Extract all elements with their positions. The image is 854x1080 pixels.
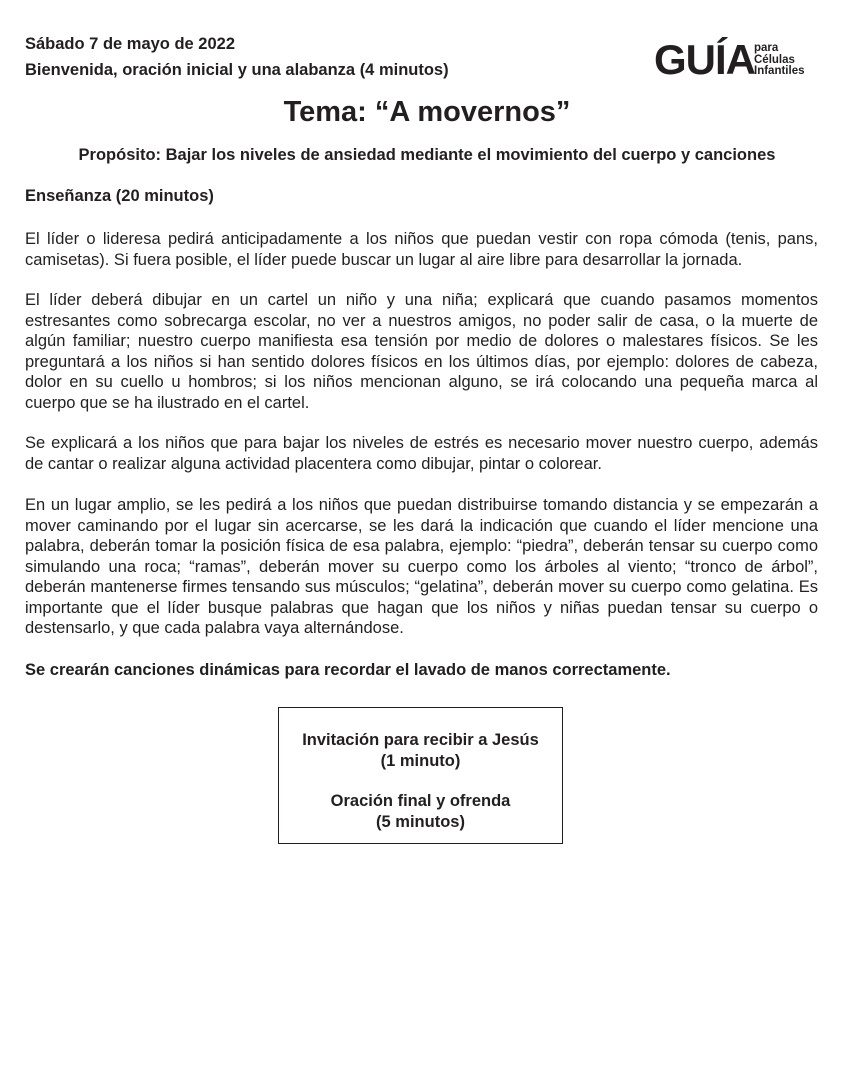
logo-subtitle-line: para [754,42,779,54]
body-paragraph: En un lugar amplio, se les pedirá a los niños que puedan distribuirse tomando distancia y se empezarán a mover caminando por el lugar sin acercarse, se les dará la indicación que cuando el líder mencione una palabra, deberán tomar la posición física de esa palabra, ejemplo: “piedra”, deberán tensar su cuerpo como simulando una roca; “ramas”, deberán mover su cuerpo como los árboles al viento; “tronco de árbol”, deberán mantenerse firmes tensando sus músculos; “gelatina”, deberán mover su cuerpo como gelatina. Es importante que el líder busque palabras que hagan que los niños y niñas puedan tensar su cuerpo o destensarlo, y que cada palabra vaya alternándose. [25,496,818,637]
body-paragraph: Se explicará a los niños que para bajar los niveles de estrés es necesario mover nuestro cuerpo, además de cantar o realizar alguna actividad placentera como dibujar, pintar o colorear. [25,434,818,473]
body-paragraph: El líder o lideresa pedirá anticipadamente a los niños que puedan vestir con ropa cómoda (tenis, pans, camisetas). Si fuera posible, el líder puede buscar un lugar al aire libre para desarrollar la jornada. [25,230,818,269]
lesson-title: Tema: “A movernos” [283,96,571,128]
invitation-block [279,730,562,771]
logo-subtitle-line: Infantiles [754,65,805,77]
closing-box [278,707,563,844]
logo-subtitle-line: Células [754,53,795,66]
teaching-heading: Enseñanza (20 minutos) [25,187,214,205]
body-paragraph: El líder deberá dibujar en un cartel un niño y una niña; explicará que cuando pasamos momentos estresantes como sobrecarga escolar, no ver a nuestros amigos, no poder salir de casa, o la muerte de algún familiar; nuestro cuerpo manifiesta esa tensión por medio de dolores o malestares físicos. Se les preguntará a los niños si han sentido dolores físicos en los últimos días, por ejemplo: dolores de cabeza, dolor en su cuello u hombros; si los niños mencionan alguno, se irá colocando una pequeña marca al cuerpo que se ha ilustrado en el cartel. [25,291,818,412]
closing-label: Oración final y ofrenda [330,792,511,810]
guia-logo [654,38,824,82]
logo-subtitle [754,43,804,78]
closing-time: (5 minutos) [376,812,465,831]
invitation-time: (1 minuto) [380,751,461,770]
lesson-purpose: Propósito: Bajar los niveles de ansiedad mediante el movimiento del cuerpo y canciones [78,146,776,164]
welcome-line: Bienvenida, oración inicial y una alabanza (4 minutos) [25,61,449,79]
closing-block [279,791,562,832]
songs-note: Se crearán canciones dinámicas para recordar el lavado de manos correctamente. [25,661,671,679]
logo-wordmark: GUÍA [654,36,755,83]
session-date: Sábado 7 de mayo de 2022 [25,35,236,53]
invitation-label: Invitación para recibir a Jesús [302,731,539,749]
